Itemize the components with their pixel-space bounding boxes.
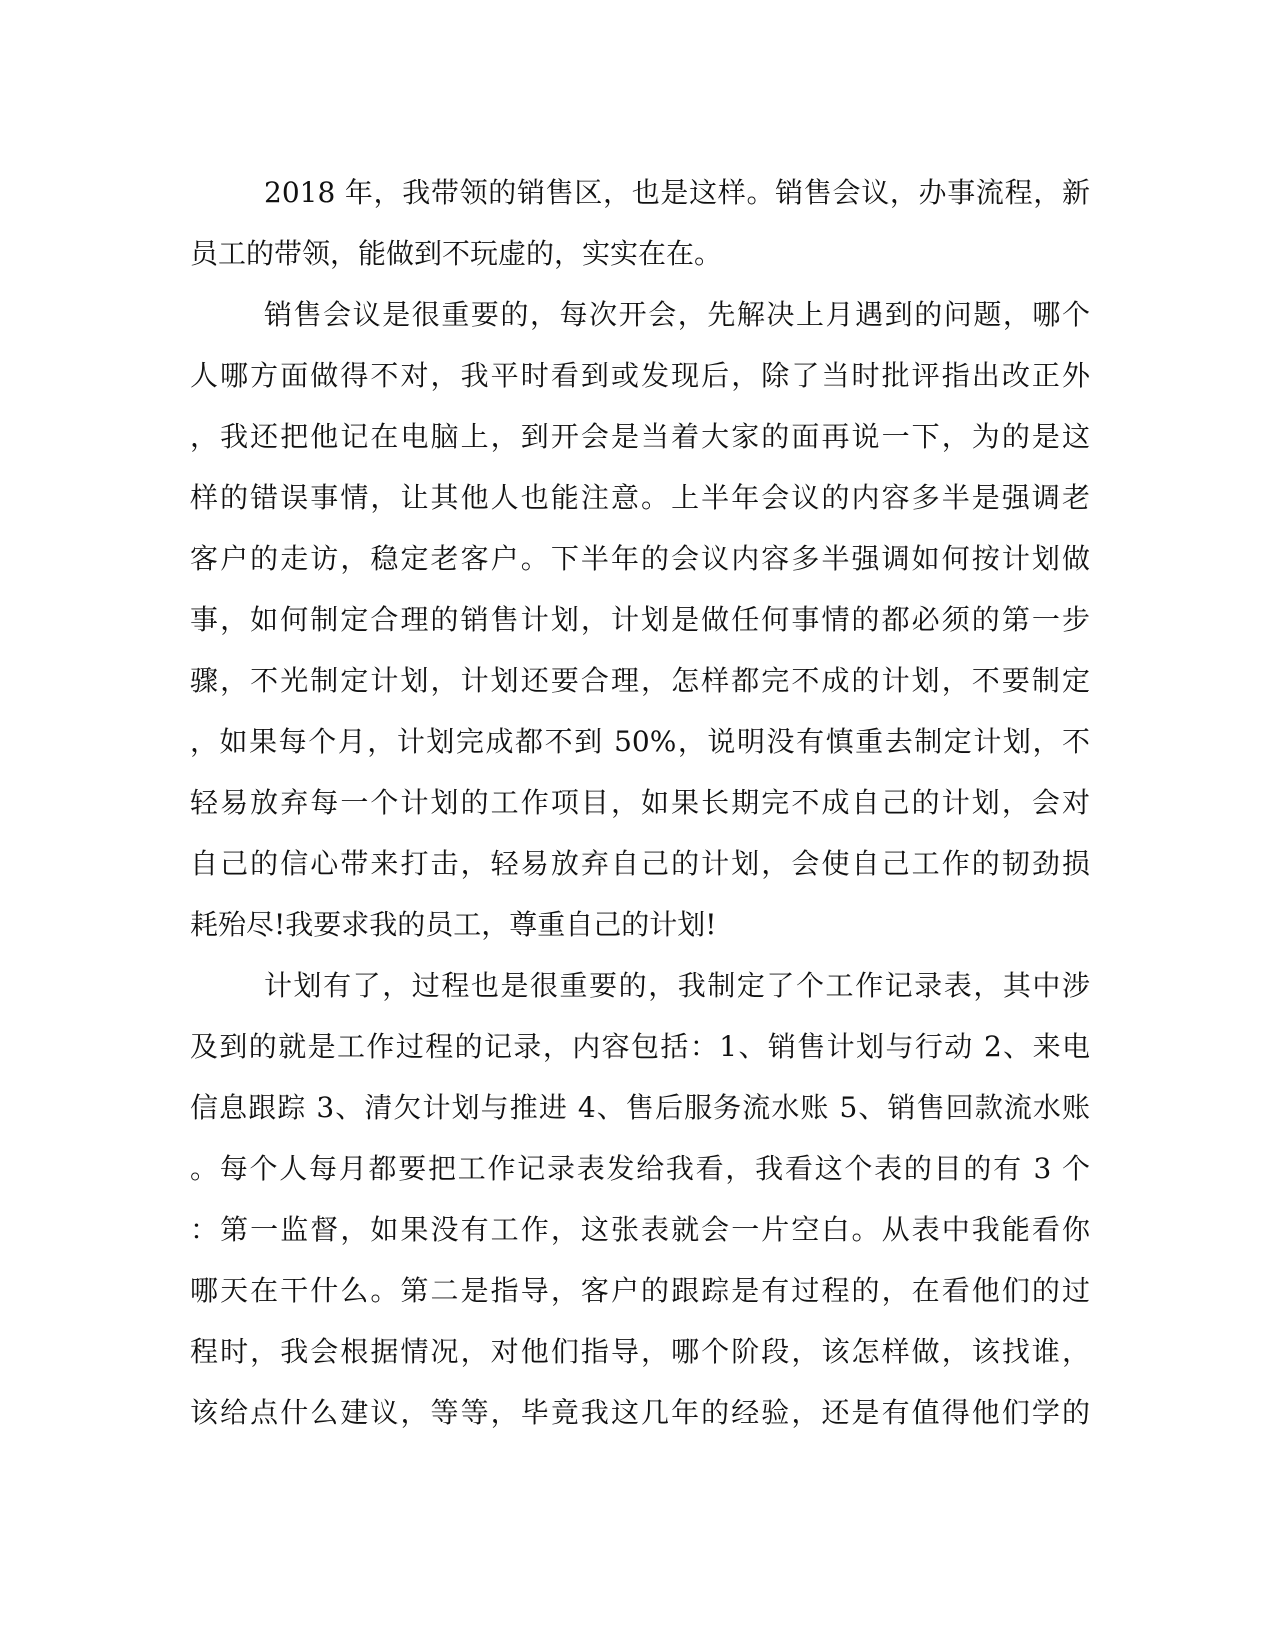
text-line: 轻易放弃每一个计划的工作项目，如果长期完不成自己的计划，会对 [190, 786, 1090, 819]
text-line: 2018 年，我带领的销售区，也是这样。销售会议，办事流程，新 [264, 176, 1090, 209]
text-line: ：第一监督，如果没有工作，这张表就会一片空白。从表中我能看你 [190, 1213, 1090, 1246]
text-line: 事，如何制定合理的销售计划，计划是做任何事情的都必须的第一步 [190, 603, 1090, 636]
text-line: 耗殆尽!我要求我的员工，尊重自己的计划! [190, 908, 717, 941]
text-line: 客户的走访，稳定老客户。下半年的会议内容多半强调如何按计划做 [190, 542, 1090, 575]
text-line: ，我还把他记在电脑上，到开会是当着大家的面再说一下，为的是这 [190, 420, 1090, 453]
document-body [190, 162, 1090, 1443]
text-line: 样的错误事情，让其他人也能注意。上半年会议的内容多半是强调老 [190, 481, 1090, 514]
text-line: 及到的就是工作过程的记录，内容包括：1、销售计划与行动 2、来电 [190, 1030, 1090, 1063]
text-line: 哪天在干什么。第二是指导，客户的跟踪是有过程的，在看他们的过 [190, 1274, 1090, 1307]
text-line: 员工的带领，能做到不玩虚的，实实在在。 [190, 237, 723, 270]
text-line: 程时，我会根据情况，对他们指导，哪个阶段，该怎样做，该找谁， [190, 1335, 1090, 1368]
text-line: 人哪方面做得不对，我平时看到或发现后，除了当时批评指出改正外 [190, 359, 1090, 392]
text-line: 销售会议是很重要的，每次开会，先解决上月遇到的问题，哪个 [264, 298, 1090, 331]
text-line: 计划有了，过程也是很重要的，我制定了个工作记录表，其中涉 [264, 969, 1090, 1002]
text-line: 该给点什么建议，等等，毕竟我这几年的经验，还是有值得他们学的 [190, 1396, 1090, 1429]
text-line: 骤，不光制定计划，计划还要合理，怎样都完不成的计划，不要制定 [190, 664, 1090, 697]
text-line: 。每个人每月都要把工作记录表发给我看，我看这个表的目的有 3 个 [190, 1152, 1090, 1185]
text-line: ，如果每个月，计划完成都不到 50%，说明没有慎重去制定计划，不 [190, 725, 1090, 758]
text-line: 自己的信心带来打击，轻易放弃自己的计划，会使自己工作的韧劲损 [190, 847, 1090, 880]
text-line: 信息跟踪 3、清欠计划与推进 4、售后服务流水账 5、销售回款流水账 [190, 1091, 1090, 1124]
